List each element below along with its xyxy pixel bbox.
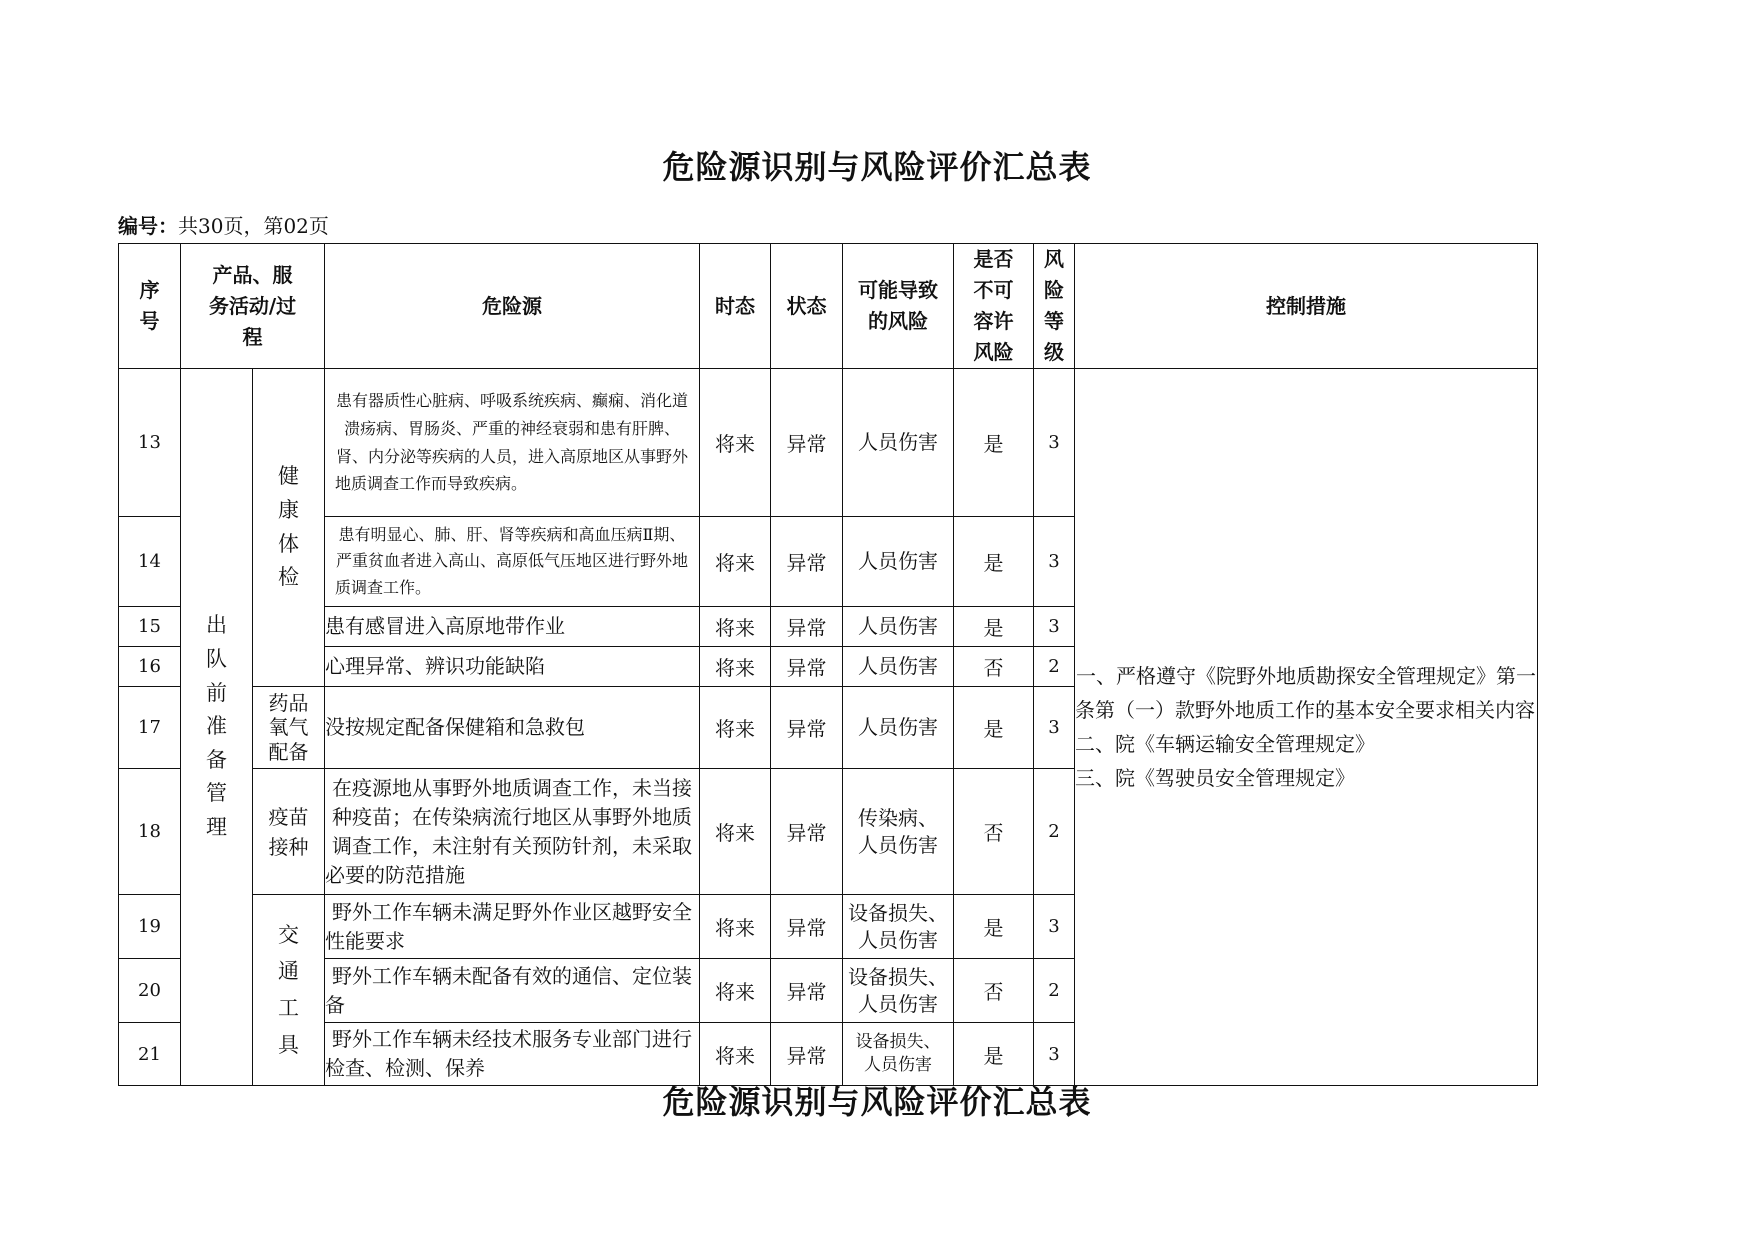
measure-item: 三、院《驾驶员安全管理规定》 (1075, 766, 1355, 790)
row-state: 异常 (771, 1023, 843, 1086)
header-row (119, 244, 1538, 369)
row-risk: 人员伤害 (843, 369, 954, 517)
header-hazard: 危险源 (325, 244, 700, 369)
group-vaccine: 疫苗接种 (253, 769, 325, 895)
row-hazard: 野外工作车辆未满足野外作业区越野安全性能要求 (325, 895, 700, 959)
row-intolerable: 是 (954, 607, 1034, 647)
row-tense: 将来 (700, 517, 771, 607)
header-activity: 产品、服务活动/过程 (181, 244, 325, 369)
row-level: 3 (1034, 1023, 1075, 1086)
row-seq: 17 (119, 687, 181, 769)
row-state: 异常 (771, 769, 843, 895)
row-seq: 18 (119, 769, 181, 895)
row-intolerable: 是 (954, 687, 1034, 769)
group-medicine: 药品氧气配备 (253, 687, 325, 769)
row-tense: 将来 (700, 959, 771, 1023)
header-measures: 控制措施 (1075, 244, 1538, 369)
row-level: 3 (1034, 517, 1075, 607)
control-measures (1075, 369, 1538, 1086)
row-intolerable: 否 (954, 959, 1034, 1023)
row-intolerable: 是 (954, 369, 1034, 517)
row-level: 3 (1034, 369, 1075, 517)
next-page-title: 危险源识别与风险评价汇总表 (662, 1083, 1092, 1121)
row-tense: 将来 (700, 647, 771, 687)
row-seq: 15 (119, 607, 181, 647)
row-tense: 将来 (700, 1023, 771, 1086)
row-risk: 人员伤害 (843, 647, 954, 687)
row-seq: 16 (119, 647, 181, 687)
row-hazard: 患有明显心、肺、肝、肾等疾病和高血压病Ⅱ期、严重贫血者进入高山、高原低气压地区进行野外地质调查工作。 (325, 517, 700, 607)
header-intolerable: 是否不可容许风险 (954, 244, 1034, 369)
header-state: 状态 (771, 244, 843, 369)
row-intolerable: 否 (954, 647, 1034, 687)
header-seq: 序号 (119, 244, 181, 369)
row-tense: 将来 (700, 369, 771, 517)
row-hazard: 野外工作车辆未经技术服务专业部门进行检查、检测、保养 (325, 1023, 700, 1086)
row-tense: 将来 (700, 895, 771, 959)
row-state: 异常 (771, 647, 843, 687)
row-intolerable: 是 (954, 1023, 1034, 1086)
row-hazard: 野外工作车辆未配备有效的通信、定位装备 (325, 959, 700, 1023)
row-state: 异常 (771, 607, 843, 647)
row-seq: 19 (119, 895, 181, 959)
row-intolerable: 是 (954, 895, 1034, 959)
row-state: 异常 (771, 895, 843, 959)
row-intolerable: 否 (954, 769, 1034, 895)
row-risk: 人员伤害 (843, 607, 954, 647)
row-level: 3 (1034, 687, 1075, 769)
header-tense: 时态 (700, 244, 771, 369)
row-level: 3 (1034, 895, 1075, 959)
row-seq: 21 (119, 1023, 181, 1086)
document-meta (118, 210, 329, 239)
row-risk: 设备损失、人员伤害 (843, 1023, 954, 1086)
row-level: 2 (1034, 647, 1075, 687)
row-state: 异常 (771, 369, 843, 517)
measure-item: 一、严格遵守《院野外地质勘探安全管理规定》第一条第（一）款野外地质工作的基本安全要求相关内容 (1075, 664, 1536, 722)
row-state: 异常 (771, 959, 843, 1023)
row-level: 2 (1034, 959, 1075, 1023)
page-title: 危险源识别与风险评价汇总表 (662, 148, 1092, 186)
row-risk: 人员伤害 (843, 517, 954, 607)
group-health: 健康体检 (253, 369, 325, 687)
row-tense: 将来 (700, 769, 771, 895)
meta-label: 编号： (118, 214, 178, 238)
measure-item: 二、院《车辆运输安全管理规定》 (1075, 732, 1375, 756)
row-hazard: 患有感冒进入高原地带作业 (325, 607, 700, 647)
row-hazard: 患有器质性心脏病、呼吸系统疾病、癫痫、消化道溃疡病、胃肠炎、严重的神经衰弱和患有肝脾、肾、内分泌等疾病的人员，进入高原地区从事野外地质调查工作而导致疾病。 (325, 369, 700, 517)
row-hazard: 心理异常、辨识功能缺陷 (325, 647, 700, 687)
row-seq: 20 (119, 959, 181, 1023)
header-level: 风险等级 (1034, 244, 1075, 369)
row-risk: 传染病、人员伤害 (843, 769, 954, 895)
row-hazard: 在疫源地从事野外地质调查工作，未当接种疫苗；在传染病流行地区从事野外地质调查工作，未注射有关预防针剂，未采取必要的防范措施 (325, 769, 700, 895)
row-level: 3 (1034, 607, 1075, 647)
row-level: 2 (1034, 769, 1075, 895)
group-transport: 交通工具 (253, 895, 325, 1086)
row-state: 异常 (771, 687, 843, 769)
row-seq: 14 (119, 517, 181, 607)
row-risk: 设备损失、人员伤害 (843, 959, 954, 1023)
hazard-risk-table (118, 243, 1538, 1086)
row-risk: 设备损失、人员伤害 (843, 895, 954, 959)
row-tense: 将来 (700, 687, 771, 769)
header-risk: 可能导致的风险 (843, 244, 954, 369)
table-row (119, 369, 1538, 517)
row-state: 异常 (771, 517, 843, 607)
row-risk: 人员伤害 (843, 687, 954, 769)
row-tense: 将来 (700, 607, 771, 647)
row-seq: 13 (119, 369, 181, 517)
page-count: 共30页，第02页 (178, 214, 329, 238)
row-intolerable: 是 (954, 517, 1034, 607)
row-hazard: 没按规定配备保健箱和急救包 (325, 687, 700, 769)
group-outer: 出队前准备管理 (181, 369, 253, 1086)
